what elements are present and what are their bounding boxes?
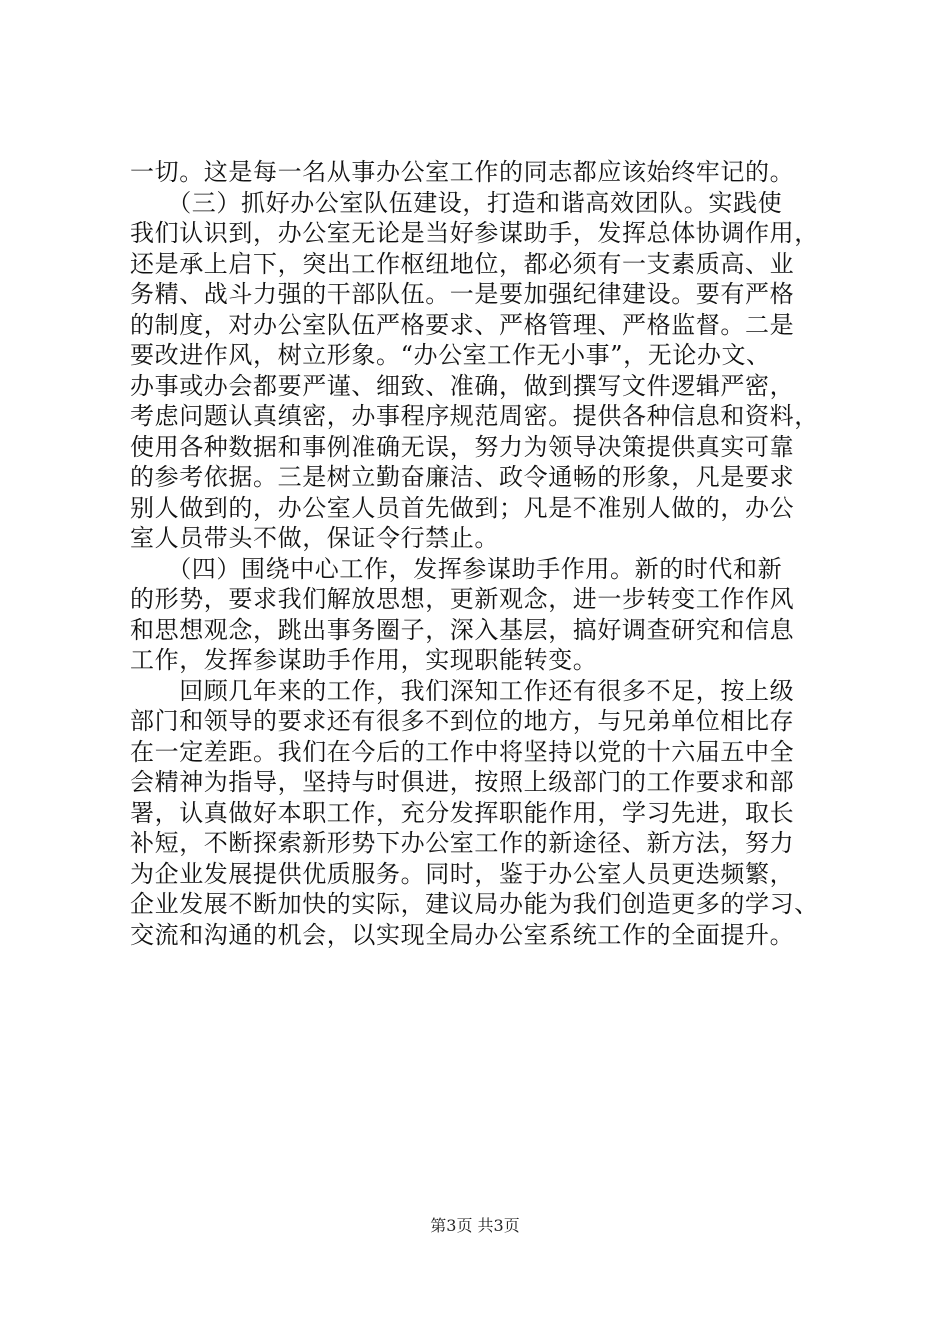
text-line: 在一定差距。我们在今后的工作中将坚持以党的十六届五中全 bbox=[130, 737, 795, 766]
text-line: 要改进作风，树立形象。“办公室工作无小事”，无论办文、 bbox=[130, 341, 771, 369]
text-line: 务精、战斗力强的干部队伍。一是要加强纪律建设。要有严格 bbox=[130, 280, 795, 308]
document-body bbox=[130, 157, 830, 950]
text-line: 回顾几年来的工作，我们深知工作还有很多不足，按上级 bbox=[130, 676, 795, 705]
text-line: 办事或办会都要严谨、细致、准确，做到撰写文件逻辑严密， bbox=[130, 371, 795, 400]
text-line: 使用各种数据和事例准确无误，努力为领导决策提供真实可靠 bbox=[130, 432, 795, 461]
text-line: 工作，发挥参谋助手作用，实现职能转变。 bbox=[130, 646, 598, 674]
text-line: 交流和沟通的机会，以实现全局办公室系统工作的全面提升。 bbox=[130, 920, 795, 949]
text-line: 的参考依据。三是树立勤奋廉洁、政令通畅的形象，凡是要求 bbox=[130, 463, 795, 491]
text-line: 的形势，要求我们解放思想，更新观念，进一步转变工作作风 bbox=[130, 585, 795, 613]
text-line: （四）围绕中心工作，发挥参谋助手作用。新的时代和新 bbox=[130, 554, 783, 583]
text-line: 别人做到的，办公室人员首先做到；凡是不准别人做的，办公 bbox=[130, 493, 795, 522]
page-number: 第3页 共3页 bbox=[430, 1216, 520, 1235]
text-line: 和思想观念，跳出事务圈子，深入基层，搞好调查研究和信息 bbox=[130, 615, 795, 644]
text-line: 的制度，对办公室队伍严格要求、严格管理、严格监督。二是 bbox=[130, 310, 795, 339]
text-line: 会精神为指导，坚持与时俱进，按照上级部门的工作要求和部 bbox=[130, 768, 795, 796]
text-line: （三）抓好办公室队伍建设，打造和谐高效团队。实践使 bbox=[130, 188, 783, 217]
text-line: 企业发展不断加快的实际，建议局办能为我们创造更多的学习、 bbox=[130, 890, 819, 918]
text-line: 部门和领导的要求还有很多不到位的地方，与兄弟单位相比存 bbox=[130, 707, 795, 735]
text-line: 一切。这是每一名从事办公室工作的同志都应该始终牢记的。 bbox=[130, 158, 795, 186]
page-footer bbox=[0, 1216, 950, 1236]
text-line: 署，认真做好本职工作，充分发挥职能作用，学习先进，取长 bbox=[130, 798, 795, 827]
text-line: 我们认识到，办公室无论是当好参谋助手，发挥总体协调作用， bbox=[130, 219, 819, 247]
text-line: 补短，不断探索新形势下办公室工作的新途径、新方法，努力 bbox=[130, 829, 795, 857]
text-line: 室人员带头不做，保证令行禁止。 bbox=[130, 524, 499, 552]
text-line: 还是承上启下，突出工作枢纽地位，都必须有一支素质高、业 bbox=[130, 249, 795, 278]
text-line: 为企业发展提供优质服务。同时，鉴于办公室人员更迭频繁， bbox=[130, 859, 795, 888]
text-line: 考虑问题认真缜密，办事程序规范周密。提供各种信息和资料， bbox=[130, 402, 819, 430]
